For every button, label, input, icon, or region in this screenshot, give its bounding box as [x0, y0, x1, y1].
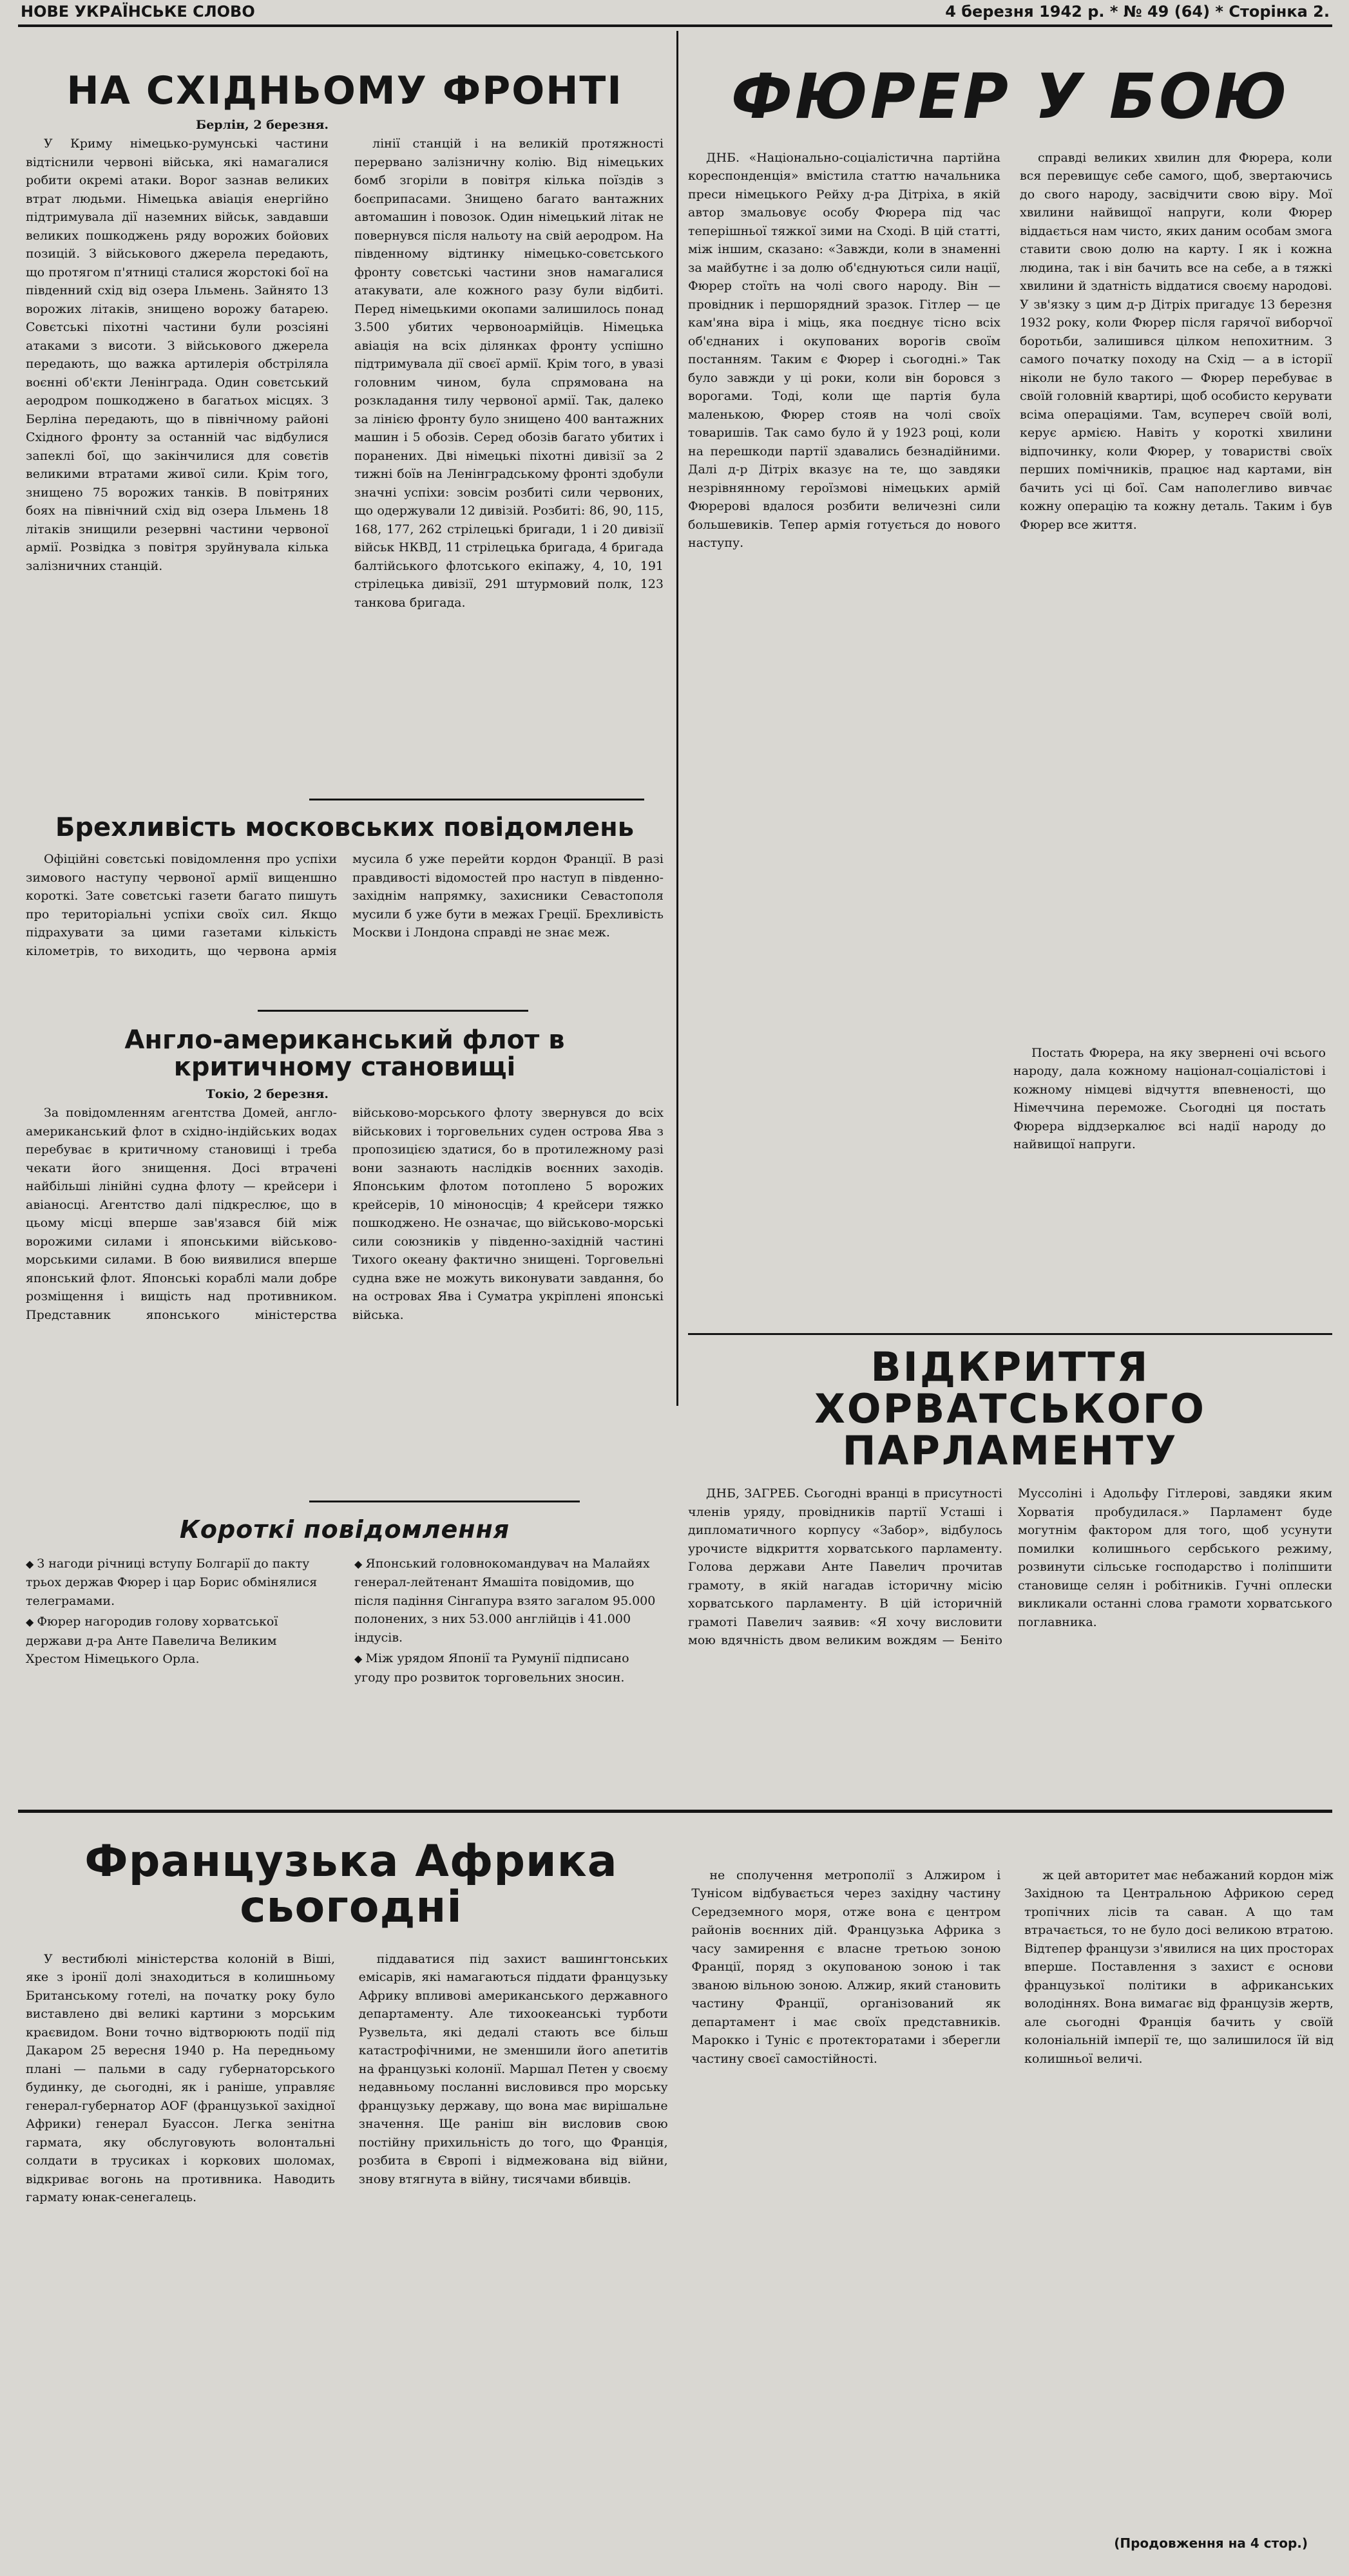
briefs-title: Короткі повідомлення	[179, 1515, 510, 1544]
east-front-article	[26, 39, 664, 792]
croatia-article	[688, 1340, 1332, 1797]
briefs-section	[26, 1513, 664, 1823]
page-split-rule	[18, 1810, 1332, 1813]
africa-col-4: ж цей авторитет має небажаний кордон між Західною та Центральною Африкою серед тропічних лісів та саван. А що там втрачається, то не було досі великою втратою. Відтепер французи з'явилися на цих просторах вперше. Поставлення з захист є основи французької політики в африканських володіннях. Вона вимагає від французів жертв, але сьогодні Франція бачить у своїй колоніальній імперії те, що залишилося їй від колишньої величі.	[1024, 1868, 1334, 2066]
fuhrer-title: ФЮРЕР У БОЮ	[731, 61, 1290, 133]
section-rule	[309, 799, 644, 800]
brief-item: ◆ Фюрер нагородив голову хорватської держави д-ра Анте Павелича Великим Хрестом Німецького Орла.	[26, 1613, 329, 1669]
east-front-dateline: Берлін, 2 березня.	[195, 118, 329, 132]
section-rule	[258, 1010, 528, 1012]
continuation-note: (Продовження на 4 стор.)	[1114, 2535, 1308, 2551]
east-front-col-1: У Криму німецько-румунські частини відтіснили червоні війська, які намагалися робити окремі атаки. Ворог зазнав великих втрат людьми. Німецька авіація енергійно підтримувала дії наземних військ, завдавши великих пошкоджень ряду ворожих бойових позицій. З військового джерела передають, що протягом п'ятниці сталися жорстокі бої на південний схід від озера Ільмень. Зайнято 13 ворожих літаків, знищено ворожу батарею. Совєтські піхотні частини були розсіяні атаками з висоти. З військового джерела передають, що важка артилерія обстріляла воєнні об'єкти Ленінграда. Один совєтський аеродром пошкоджено в багатьох місцях. З Берліна передають, що в північному районі Східного фронту за останній час відбулися запеклі бої, що закінчилися для совєтів великими втратами живої сили. Крім того, знищено 75 ворожих танків. В повітряних боях на північний схід від озера Ільмень 18 літаків знищили резервні частини червоної армії. Розвідка з повітря зруйнувала кілька залізничних станцій.	[26, 137, 329, 573]
header-rule	[18, 24, 1332, 27]
lies-article	[26, 811, 664, 1005]
africa-col-3: не сполучення метрополії з Алжиром і Тунісом відбувається через західну частину Середземного моря, отже вона є центром районів воєнних дій. Французька Африка з часу замирення є власне третьою зоною Франції, поряд з окупованою зоною і так званою вільною зоною. Алжир, який становить частину Франції, організований як департамент і має своїх представників. Марокко і Туніс є протекторатами і зберегли частину своєї самостійності.	[691, 1868, 1001, 2066]
africa-article	[26, 1819, 1334, 2566]
fuhrer-col-2: справді великих хвилин для Фюрера, коли вся перевищує себе самого, щоб, звертаючись до свого народу, засвідчити свою віру. Мої хвилини найвищої напруги, коли Фюрер віддається нам чисто, яких даним особам змога ставити свою долю на карту. І як і кожна людина, так і він бачить все на себе, а в тяжкі хвилини й здатність віддатися своєму народові. У зв'язку з цим д-р Дітріх пригадує 13 березня 1932 року, коли Фюрер після гарячої виборчої боротьби, залишився цілком непохитним. З самого початку походу на Схід — а в історії ніколи не було такого — Фюрер перебуває в своїй головній квартирі, щоб особисто керувати всіма операціями. Там, всупереч своїй волі, керує армією. Навіть у короткі хвилини відпочинку, коли Фюрер, у товаристві своїх перших помічників, працює над картами, він бачить усі ці бої. Сам наполегливо вивчає кожну операцію та кожну деталь. Таким і був Фюрер все життя.	[1020, 150, 1332, 532]
section-rule	[309, 1501, 580, 1502]
newspaper-name: НОВЕ УКРАЇНСЬКЕ СЛОВО	[21, 3, 255, 21]
croatia-text: ДНБ, ЗАГРЕБ. Сьогодні вранці в присутності членів уряду, провідників партії Усташі і дипломатичного корпусу «Забор», відбулось урочисте відкриття хорватського парламенту. Голова держави Анте Павелич прочитав грамоту, в якій нагадав історичну місію хорватського парламенту. В цій історичній грамоті Павелич заявив: «Я хочу висловити мою вдячність двом великим вождям — Беніто Муссоліні і Адольфу Гітлерові, завдяки яким Хорватія пробудилася.» Парламент буде могутнім фактором для того, щоб усунути помилки колишнього сербського режиму, розвинути сільське господарство і поліпшити становище селян і робітників. Гучні оплески викликали останні слова грамоти хорватського поглавника.	[688, 1486, 1332, 1648]
anglo-article	[26, 1018, 664, 1526]
brief-item: ◆ З нагоди річниці вступу Болгарії до пакту трьох держав Фюрер і цар Борис обмінялися телеграмами.	[26, 1555, 329, 1611]
brief-item: ◆ Японський головнокомандувач на Малайях генерал-лейтенант Ямашіта повідомив, що після падіння Сінгапура взято загалом 95.000 полонених, з них 53.000 англійців і 41.000 індусів.	[354, 1555, 664, 1647]
fuhrer-bottom: Постать Фюрера, на яку звернені очі всього народу, дала кожному націонал-соціалістові і кожному німцеві відчуття впевненості, що Німеччина переможе. Сьогодні ця постать Фюрера віддзеркалює всі надії народу до найвищої напруги.	[1013, 1045, 1326, 1152]
fuhrer-article	[688, 39, 1332, 1269]
lies-text: Офіційні совєтські повідомлення про успіхи зимового наступу червоної армії вищеншно короткі. Зате совєтські газети багато пишуть про територіальні успіхи своїх сил. Якщо підрахувати за цими газетами кількість кілометрів, то виходить, що червона армія мусила б уже перейти кордон Франції. В разі правдивості відомостей про наступ в південно-західнім напрямку, захисники Севастополя мусили б уже бути в межах Греції. Брехливість Москви і Лондона справді не знає меж.	[26, 852, 664, 958]
column-divider	[676, 31, 678, 1406]
issue-info: 4 березня 1942 р. * № 49 (64) * Сторінка 2.	[945, 3, 1330, 21]
africa-col-2: піддаватися під захист вашингтонських емісарів, які намагаються піддати французьку Африку впливові американського державного департаменту. Але тихоокеанські турботи Рузвельта, які дедалі стають все більш катастрофічними, не зменшили його апетитів на французькі колонії. Маршал Петен у своєму недавньому посланні висловився про морську французьку державу, що вона має вирішальне значення. Ще раніш він висловив свою постійну прихильність до того, що Франція, розбита в Європі і відмежована від війни, знову втягнута в війну, тисячами вбивців.	[358, 1951, 668, 2186]
africa-col-1: У вестибюлі міністерства колоній в Віші, яке з іронії долі знаходиться в колишньому Британському готелі, на початку року було виставлено дві великі картини з морським краєвидом. Вони точно відтворюють події під Дакаром 25 вересня 1940 р. На передньому плані — пальми в саду губернаторського будинку, де сьогодні, як і раніше, управляє генерал-губернатор AOF (французької західної Африки) генерал Буассон. Легка зенітна гармата, яку обслуговують волонтальні солдати в трусиках і коркових шоломах, відкриває вогонь на противника. Наводить гармату юнак-сенегалець.	[26, 1951, 335, 2205]
croatia-title: ВІДКРИТТЯ ХОРВАТСЬКОГО ПАРЛАМЕНТУ	[814, 1343, 1206, 1475]
lies-title: Брехливість московських повідомлень	[55, 813, 635, 842]
anglo-title: Англо-американський флот в критичному становищі	[124, 1025, 565, 1082]
anglo-text: За повідомленням агентства Домей, англо-американський флот в східно-індійських водах перебуває в критичному становищі і треба чекати його знищення. Досі втрачені найбільші лінійні судна флоту — крейсери і авіаносці. Агентство далі підкреслює, що в цьому місці вперше зав'язався бій між ворожими силами і японськими військово-морськими силами. В бою виявилися вперше японський флот. Японські кораблі мали добре розміщення і вищість над противником. Представник японського міністерства військово-морського флоту звернувся до всіх військових і торговельних суден острова Ява з пропозицією здатися, бо в протилежному разі вони зазнають наслідків воєнних заходів. Японським флотом потоплено 5 ворожих крейсерів, 10 міноносців; 4 крейсери тяжко пошкоджено. Не означає, що військово-морські сили союзників у південно-західній частині Тихого океану фактично знищені. Торговельні судна вже не можуть виконувати завдання, бо на островах Ява і Суматра укріплені японські війська.	[26, 1106, 664, 1322]
brief-item: ◆ Між урядом Японії та Румунії підписано угоду про розвиток торговельних зносин.	[354, 1649, 664, 1687]
section-rule	[688, 1333, 1332, 1335]
east-front-col-2: лінії станцій і на великій протяжності перервано залізничну колію. Від німецьких бомб згоріли в повітря кілька поїздів з боєприпасами. Знищено багато вантажних автомашин і повозок. Один німецький літак не повернувся після нальоту на свій аеродром. На південному відтинку німецько-совєтського фронту совєтські частини знов намагалися атакувати, але кожного разу були відбиті. Перед німецькими окопами залишилось понад 3.500 убитих червоноармійців. Німецька авіація на всіх ділянках фронту успішно підтримувала дії своєї армії. Крім того, в увазі головним чином, була спрямована на розкладання тилу червоної армії. Так, далеко за лінією фронту було знищено 400 вантажних машин і 5 обозів. Серед обозів багато убитих і поранених. Дві німецькі піхотні дивізії за 2 тижні боїв на Ленінградському фронті здобули значні успіхи: зовсім розбиті сили червоних, що одержували 12 дивізій. Розбиті: 86, 90, 115, 168, 177, 262 стрілецькі бригади, 1 і 20 дивізії військ НКВД, 11 стрілецька бригада, 4 бригада балтійського флотського екіпажу, 4, 10, 191 стрілецька дивізії, 291 штурмовий полк, 123 танкова бригада.	[354, 137, 664, 610]
anglo-dateline: Токіо, 2 березня.	[206, 1087, 329, 1101]
east-front-title: НА СХІДНЬОМУ ФРОНТІ	[66, 68, 623, 113]
fuhrer-col-1: ДНБ. «Національно-соціалістична партійна кореспонденція» вмістила статтю начальника преси німецького Рейху д-ра Дітріха, в якій автор змальовує особу Фюрера під час теперішньої тяжкої зими на Сході. В цій статті, між іншим, сказано: «Завжди, коли в знаменні за майбутнє і за долю об'єднуються сили нації, Фюрер стоїть на чолі свого народу. Він — провідник і першорядний зразок. Гітлер — це кам'яна віра і міць, яка поєднує тісно всіх об'єднаних і окупованих ворогів своїм постанням. Таким є Фюрер і сьогодні.» Так було завжди у ці роки, коли він боровся з ворогами. Тоді, коли ще партія була маленькою, Фюрер стояв на чолі своїх товаришів. Так само було й у 1923 році, коли на перешкоди партії здавались безнадійними. Далі д-р Дітріх вказує на те, що завдяки незрівнянному героїзмові німецьких армій Фюрерові вдалося розбити величезні сили большевиків. Тепер армія готується до нового наступу.	[688, 150, 1000, 551]
africa-title: Французька Африка сьогодні	[84, 1836, 618, 1933]
